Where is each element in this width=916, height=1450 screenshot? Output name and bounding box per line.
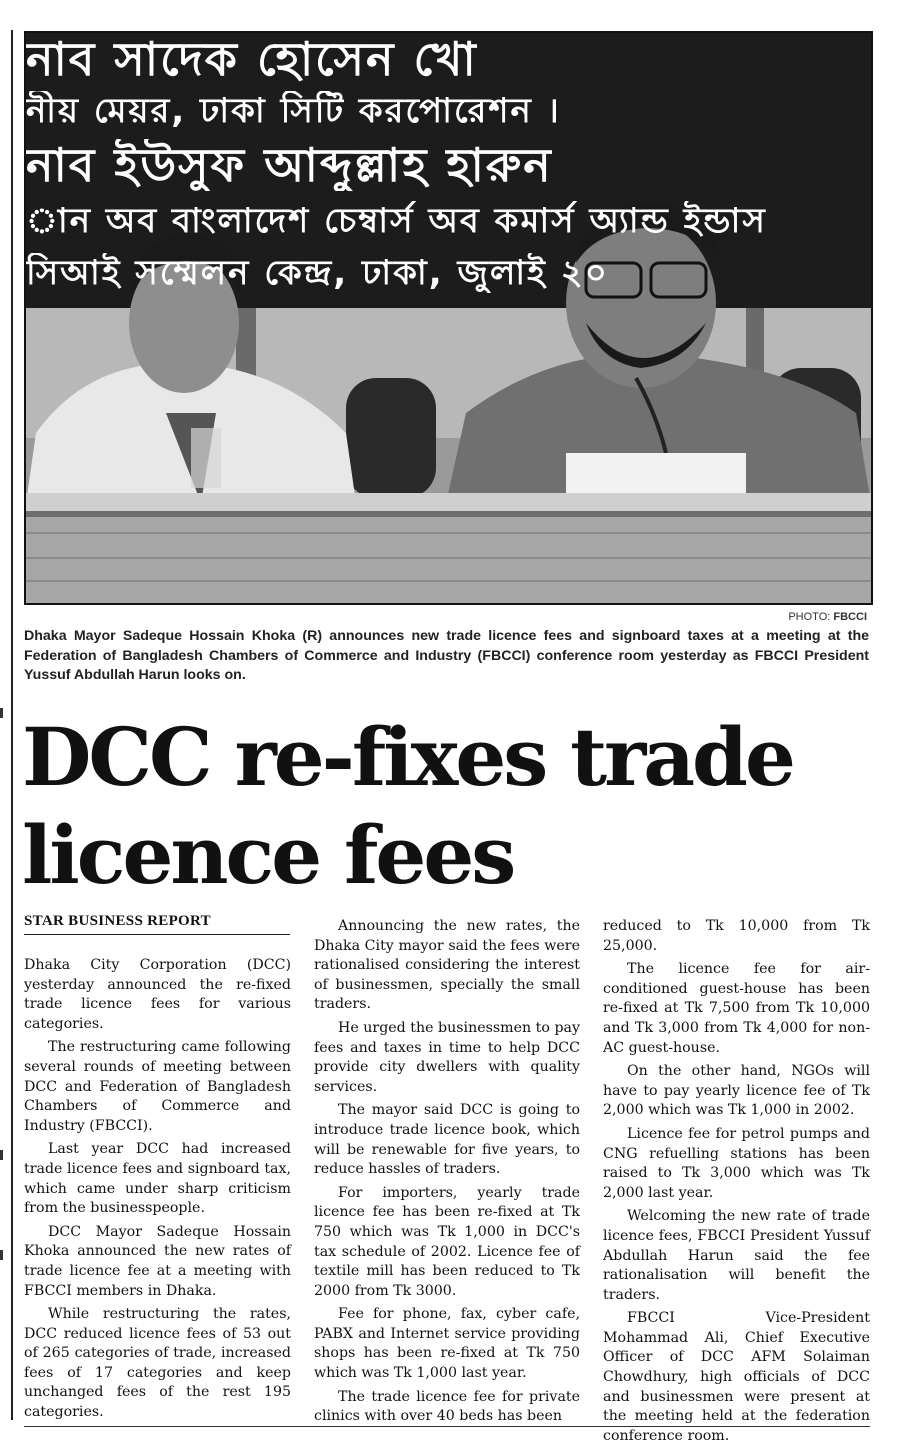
paragraph: Dhaka City Corporation (DCC) yesterday announced the re-fixed trade licence fees for various categories. — [24, 957, 291, 1032]
banner-line: সিআই সম্মেলন কেন্দ্র, ঢাকা, জুলাই ২০ — [26, 253, 609, 293]
margin-tick — [0, 708, 3, 718]
banner-line: নাব সাদেক হোসেন খো — [26, 35, 478, 83]
paragraph: He urged the businessmen to pay fees and taxes in time to help DCC provide city dwellers with quality services. — [314, 1019, 580, 1095]
paragraph: For importers, yearly trade licence fee has been re-fixed at Tk 750 which was Tk 1,000 in DCC's tax schedule of 2002. Licence fee of textile mill has been reduced to Tk 2000 from Tk 3000. — [314, 1184, 580, 1299]
paragraph: While restructuring the rates, DCC reduced licence fees of 53 out of 265 categories of trade, increased fees of 17 categories and keep unchanged fees of the rest 195 categories. — [24, 1306, 291, 1421]
paragraph: The restructuring came following several rounds of meeting between DCC and Federation of Bangladesh Chambers of Commerce and Industry (FBCCI). — [24, 1039, 291, 1134]
paragraph: Fee for phone, fax, cyber cafe, PABX and Internet service providing shops has been re-fixed at Tk 750 which was Tk 1,000 last year. — [314, 1306, 580, 1382]
banner-line: নীয় মেয়র, ঢাকা সিটি করপোরেশন । — [26, 91, 561, 131]
photo-credit — [788, 611, 867, 623]
paragraph: On the other hand, NGOs will have to pay yearly licence fee of Tk 2,000 which was Tk 1,000 in 2002. — [603, 1063, 870, 1119]
article-column-2 — [314, 917, 580, 1431]
margin-tick — [0, 1250, 3, 1260]
paragraph: reduced to Tk 10,000 from Tk 25,000. — [603, 918, 870, 954]
news-photo — [24, 31, 873, 605]
paragraph: The licence fee for air-conditioned guest-house has been re-fixed at Tk 7,500 from Tk 10,000 and Tk 3,000 from Tk 4,000 for non-AC guest-house. — [603, 961, 870, 1056]
headline-line-2: licence fees — [22, 808, 514, 902]
photo-credit-label: PHOTO: — [788, 611, 831, 623]
banner-line: ান অব বাংলাদেশ চেম্বার্স অব কমার্স অ্যান্ড ইন্ডাস — [26, 201, 767, 241]
photo-caption: Dhaka Mayor Sadeque Hossain Khoka (R) announces new trade licence fees and signboard taxes at a meeting at the Federation of Bangladesh Chambers of Commerce and Industry (FBCCI) conference room yesterday as FBCCI President Yussuf Abdullah Harun looks on. — [24, 628, 869, 683]
headline-line-1: DCC re-fixes trade — [22, 710, 793, 804]
banner-line: নাব ইউসুফ আব্দুল্লাহ হারুন — [26, 139, 553, 191]
article-column-1 — [24, 956, 291, 1427]
paragraph: FBCCI Vice-President Mohammad Ali, Chief Executive Officer of DCC AFM Solaiman Chowdhury, high officials of DCC and businessmen were present at the meeting held at the federation conference room. — [603, 1310, 870, 1444]
paragraph: The trade licence fee for private clinics with over 40 beds has been — [314, 1388, 580, 1425]
photo-credit-source: FBCCI — [833, 611, 867, 623]
paragraph: Announcing the new rates, the Dhaka City mayor said the fees were rationalised considering the interest of businessmen, specially the small traders. — [314, 918, 580, 1013]
paragraph: The mayor said DCC is going to introduce trade licence book, which will be renewable for five years, to reduce hassles of traders. — [314, 1102, 580, 1178]
margin-tick — [0, 1150, 3, 1160]
bottom-rule — [24, 1426, 870, 1427]
paragraph: Welcoming the new rate of trade licence fees, FBCCI President Yussuf Abdullah Harun said the fee rationalisation will benefit the traders. — [603, 1208, 870, 1303]
paragraph: DCC Mayor Sadeque Hossain Khoka announced the new rates of trade licence fee at a meeting with FBCCI members in Dhaka. — [24, 1223, 291, 1299]
headline — [22, 708, 902, 904]
left-column-rule — [11, 30, 13, 1420]
paragraph: Licence fee for petrol pumps and CNG refuelling stations has been raised to Tk 3,000 which was Tk 2,000 last year. — [603, 1125, 870, 1201]
byline: STAR BUSINESS REPORT — [24, 913, 290, 935]
paragraph: Last year DCC had increased trade licence fees and signboard tax, which came under sharp criticism from the businesspeople. — [24, 1141, 291, 1217]
article-column-3 — [603, 917, 870, 1450]
